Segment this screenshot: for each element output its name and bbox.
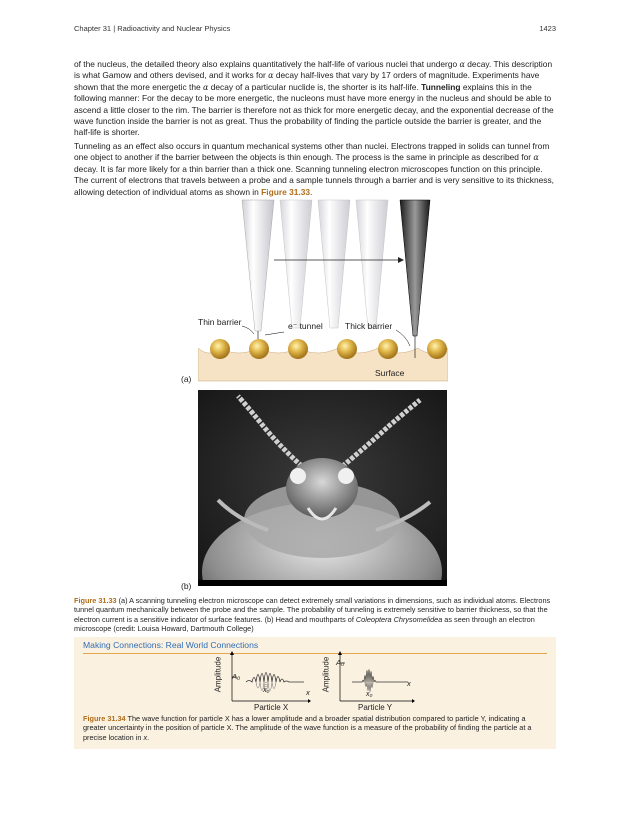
atom bbox=[249, 339, 269, 359]
caption-text: as seen through an electron microscope (credit: Louisa Howard, Dartmouth College) bbox=[74, 614, 535, 633]
alpha-symbol: α bbox=[533, 153, 539, 163]
atom bbox=[288, 339, 308, 359]
amplitude-label-x: Amplitude bbox=[213, 656, 223, 693]
chapter-header: Chapter 31 | Radioactivity and Nuclear Physics bbox=[74, 24, 231, 33]
text-run: explains this in the following manner: For the decay to be more energetic, the nucleons must have more energy in the nucleus and should be able to ascend a little closer to the rim. The barrier is therefore not as thick for more energetic decay, and the exponential decrease of the wave function inside the barrier is not as great. Thus the probability of finding the particle outside the barrier is greater, and the half-life is shorter. bbox=[74, 81, 554, 138]
beetle-head bbox=[286, 458, 358, 518]
text-run: Tunneling as an effect also occurs in quantum mechanical systems other than nuclei. Electrons trapped in solids can tunnel from one object to another if the barrier between the objects is thin enough. The process is the same in principle as described for bbox=[74, 141, 550, 163]
figure-31-33-link[interactable]: Figure 31.33 bbox=[261, 186, 311, 197]
panel-divider bbox=[83, 653, 547, 654]
thin-pointer bbox=[242, 326, 254, 334]
alpha-symbol: α bbox=[459, 60, 465, 69]
x0-label-x: x₀ bbox=[263, 687, 270, 694]
scan-arrow-head bbox=[398, 257, 404, 263]
caption-variable: x bbox=[143, 732, 148, 742]
probe-tip-4 bbox=[356, 200, 388, 328]
text-run: decay of a particular nuclide is, the shorter is its half-life. bbox=[208, 81, 422, 92]
thin-barrier-label: Thin barrier bbox=[198, 317, 242, 327]
making-connections-panel bbox=[74, 637, 556, 749]
wave-x bbox=[246, 673, 304, 683]
text-run: decay. This description is what Gamow and others devised, and it works for bbox=[74, 59, 553, 81]
probe-tip-3 bbox=[318, 200, 350, 328]
figure-label-a: (a) bbox=[181, 374, 192, 384]
surface-label: Surface bbox=[375, 368, 405, 378]
a0-label-x: A₀ bbox=[232, 672, 241, 681]
text-run: decay half-lives that vary by 17 orders of magnitude. Experiments have shown that the more energetic the bbox=[74, 70, 540, 92]
sem-beetle-image bbox=[198, 390, 447, 586]
figure-31-33-caption bbox=[74, 596, 556, 633]
text-run: of the nucleus, the detailed theory also explains quantitatively the half-life of various nuclei that undergo bbox=[74, 59, 460, 69]
thick-pointer bbox=[396, 330, 410, 346]
text-run: decay. It is far more likely for a thin barrier than a thick one. Scanning tunneling electron microscopes function on this principle. The current of electrons that travels between a probe and a sample tunnels through a barrier and is very sensitive to its thickness, allowing detection of individual atoms as shown in bbox=[74, 163, 554, 197]
alpha-symbol: α bbox=[202, 82, 209, 92]
wave-y bbox=[352, 670, 408, 683]
paragraph-2 bbox=[74, 141, 556, 198]
figure-label-b: (b) bbox=[181, 581, 192, 591]
stm-diagram bbox=[198, 198, 448, 383]
tunnel-arrow bbox=[265, 332, 284, 335]
x-axis-label-x: x bbox=[306, 688, 310, 697]
tunnel-label: e⁻ tunnel bbox=[288, 321, 323, 331]
caption-text: . bbox=[147, 732, 150, 742]
probe-tip-1 bbox=[242, 200, 274, 331]
caption-text: (a) A scanning tunneling electron microscope can detect extremely small variations in dimensions, such as individual atoms. Electrons tunnel quantum mechanically between the probe and the sample. The probability of tunneling is extremely sensitive to barrier thickness, so that the electron current is a sensitive indicator of surface features. (b) Head and mouthparts of bbox=[74, 596, 551, 624]
caption-label: Figure 31.34 bbox=[83, 714, 126, 723]
x-axis-label-y: x bbox=[407, 679, 411, 688]
panel-title: Making Connections: Real World Connections bbox=[83, 640, 259, 650]
sample-surface bbox=[198, 348, 448, 381]
term-tunneling: Tunneling bbox=[421, 81, 461, 92]
figure-31-34-caption bbox=[83, 714, 547, 742]
amplitude-label-y: Amplitude bbox=[321, 656, 331, 693]
paragraph-1 bbox=[74, 59, 556, 139]
thick-barrier-label: Thick barrier bbox=[345, 321, 393, 331]
x0-label-y: x₀ bbox=[366, 691, 373, 698]
probe-tip-2 bbox=[280, 200, 312, 328]
atom bbox=[427, 339, 447, 359]
atom bbox=[210, 339, 230, 359]
atom bbox=[337, 339, 357, 359]
page-number: 1423 bbox=[539, 24, 556, 33]
alpha-symbol: α bbox=[268, 71, 274, 81]
particle-x-graph bbox=[213, 649, 311, 709]
caption-label: Figure 31.33 bbox=[74, 596, 117, 605]
compound-eye-right bbox=[338, 468, 354, 484]
atom bbox=[378, 339, 398, 359]
text-run: . bbox=[310, 186, 313, 197]
species-name: Coleoptera Chrysomelidea bbox=[355, 614, 443, 624]
particle-y-label: Particle Y bbox=[358, 703, 393, 712]
caption-text: The wave function for particle X has a lower amplitude and a broader spatial distribution compared to particle Y, indicating a greater uncertainty in the position of particle X. The amplitude of the wave function is a measure of the probability of finding the particle at a precise location in bbox=[83, 714, 532, 742]
a0-label-y: A₀ bbox=[336, 658, 345, 667]
probe-tip-dark bbox=[400, 200, 430, 336]
particle-x-label: Particle X bbox=[254, 703, 289, 712]
compound-eye-left bbox=[290, 468, 306, 484]
